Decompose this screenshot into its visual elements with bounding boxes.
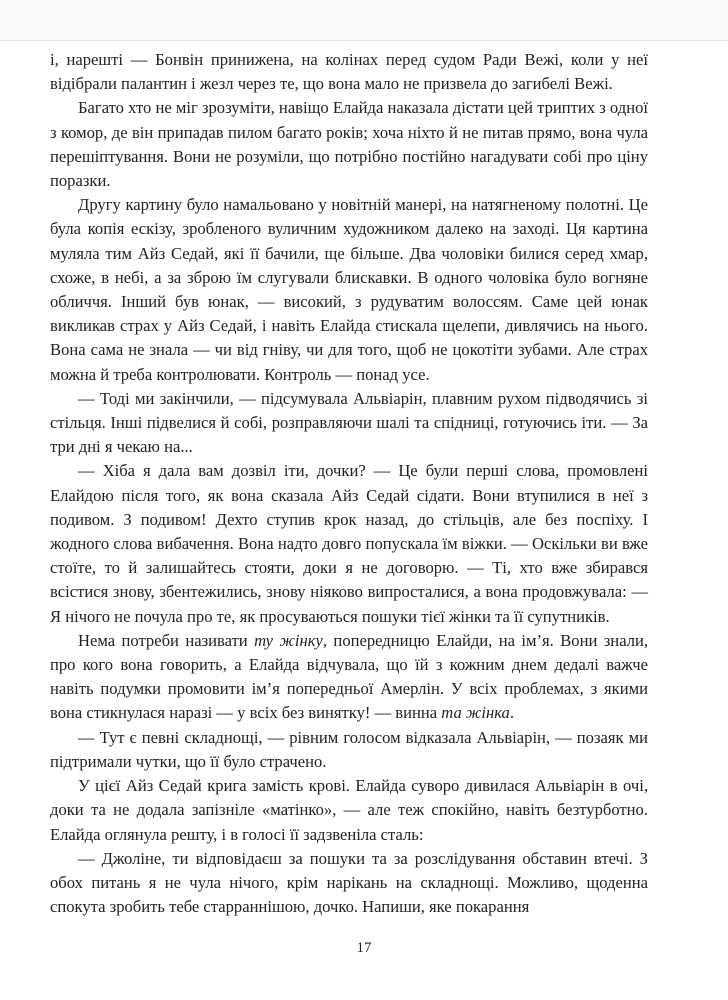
- emphasis-text: ту жінку: [254, 630, 323, 650]
- paragraph-p5: [50, 459, 648, 628]
- paragraph-p4: [50, 387, 648, 460]
- paragraph-text: і, нарешті — Бонвін принижена, на колінах перед судом Ради Вежі, коли у неї відібрали палантин і жезл через те, що вона мало не призвела до загибелі Вежі.: [50, 50, 648, 94]
- book-page: [50, 48, 648, 919]
- paragraph-text: Другу картину було намальовано у новітній манері, на натягненому полотні. Це була копія ескізу, зробленого вуличним художником далеко на заході. Ця картина муляла тим Айз Седай, які її бачили, ще більше. Два чоловіки билися серед хмар, схоже, в небі, а за зброю їм слугували блискавки. В одного чоловіка було вогняне обличчя. Інший був юнак, — високий, з рудуватим волоссям. Саме цей юнак викликав страх у Айз Седай, і навіть Елайда стискала щелепи, дивлячись на нього. Вона сама не знала — чи від гніву, чи для того, щоб не цокотіти зубами. Але страх можна й треба контролювати. Контроль — понад усе.: [50, 195, 648, 384]
- paragraph-p1: [50, 48, 648, 96]
- paragraph-p2: [50, 96, 648, 193]
- page-number: 17: [356, 940, 372, 956]
- paragraph-text: Багато хто не міг зрозуміти, навіщо Елайда наказала дістати цей триптих з одної з комор, де він припадав пилом багато років; хоча ніхто й не питав прямо, вона чула перешіптування. Вони не розуміли, що потрібно постійно нагадувати собі про ціну поразки.: [50, 98, 648, 191]
- paragraph-text: , попередницю Елайди, на ім’я. Вони знали, про кого вона говорить, а Елайда відчувала, що їй з кожним днем дедалі важче навіть подумки промовити ім’я попередньої Амерлін. У всіх проблемах, з якими вона стикнулася наразі — у всіх без винятку! — винна: [50, 630, 649, 723]
- paragraph-text: Нема потреби називати: [78, 630, 255, 650]
- paragraph-text: — Тоді ми закінчили, — підсумувала Альвіарін, плавним рухом підводячись зі стільця. Інші підвелися й собі, розправляючи шалі та спідниці, готуючись іти. — За три дні я чекаю на...: [50, 388, 648, 457]
- paragraph-text: .: [509, 703, 515, 723]
- paragraph-p7: [50, 726, 648, 774]
- paragraph-p9: [50, 847, 648, 920]
- paragraph-text: — Тут є певні складнощі, — рівним голосом відказала Альвіарін, — позаяк ми підтримали чутки, що її було страчено.: [50, 727, 648, 771]
- viewer-top-bar: [0, 0, 728, 41]
- paragraph-text: — Хіба я дала вам дозвіл іти, дочки? — Це були перші слова, промовлені Елайдою після того, як вона сказала Айз Седай сідати. Вони втупилися в неї з подивом. З подивом! Дехто ступив крок назад, до стільців, але без поспіху. І жодного слова вибачення. Вона надто довго попускала їм віжки. — Оскільки ви вже стоїте, то й залишайтесь стояти, доки я не договорю. — Ті, хто вже збирався всістися знову, збентежились, знову ніяково випросталися, а вона продовжувала: — Я нічого не почула про те, як просуваються пошуки тієї жінки та її супутників.: [50, 461, 648, 626]
- paragraph-p3: [50, 193, 648, 387]
- paragraph-text: — Джоліне, ти відповідаєш за пошуки та за розслідування обставин втечі. З обох питань я не чула нічого, крім нарікань на складнощі. Можливо, щоденна спокута зробить тебе старраннішою, дочко. Напиши, яке покарання: [50, 848, 648, 917]
- paragraph-text: У цієї Айз Седай крига замість крові. Елайда суворо дивилася Альвіарін в очі, доки та не додала запізніле «матінко», — але теж спокійно, навіть безтурботно. Елайда оглянула решту, і в голосі її задзвеніла сталь:: [50, 776, 648, 844]
- paragraph-p6: [50, 629, 648, 726]
- emphasis-text: та жінка: [441, 703, 510, 723]
- paragraph-p8: [50, 774, 648, 847]
